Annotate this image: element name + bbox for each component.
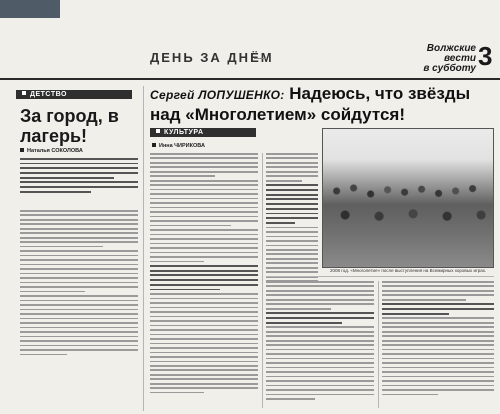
choir-photo-crowd bbox=[323, 173, 493, 233]
photo-caption: 2008 год. «Многолетие» после выступления на Всемирных хоровых играх. bbox=[330, 268, 487, 273]
masthead-subtitle: в субботу bbox=[423, 63, 476, 74]
square-bullet-icon bbox=[152, 143, 156, 147]
main-article-column-4 bbox=[382, 281, 494, 398]
main-article-rubric-label: КУЛЬТУРА bbox=[164, 129, 204, 136]
masthead-title: Волжские вести bbox=[426, 43, 476, 64]
main-article-headline: Надеюсь, что звёзды над «Многолетием» сойдутся! bbox=[150, 84, 471, 124]
left-article-headline: За город, в лагерь! bbox=[20, 106, 119, 146]
column-divider bbox=[262, 153, 263, 408]
main-article-column-3 bbox=[266, 281, 374, 403]
section-title-rule bbox=[254, 58, 266, 59]
masthead bbox=[396, 44, 476, 74]
left-article-byline bbox=[20, 148, 83, 154]
section-title: ДЕНЬ ЗА ДНЁМ bbox=[150, 50, 274, 65]
main-article-headline-block bbox=[150, 84, 490, 125]
main-article-byline bbox=[152, 143, 205, 149]
column-divider bbox=[143, 86, 144, 411]
left-article-body bbox=[20, 210, 138, 358]
header-rule bbox=[0, 78, 500, 80]
main-article-column-2 bbox=[266, 153, 318, 289]
page-number: 3 bbox=[478, 41, 493, 71]
left-article-author: Наталья СОКОЛОВА bbox=[27, 148, 83, 154]
left-article-lead bbox=[20, 158, 138, 196]
left-article-rubric-label: ДЕТСТВО bbox=[30, 91, 67, 98]
main-article-author: Инна ЧИРИКОВА bbox=[159, 143, 205, 149]
left-article-rubric bbox=[16, 90, 132, 99]
square-bullet-icon bbox=[20, 148, 24, 152]
square-bullet-icon bbox=[22, 91, 26, 95]
square-bullet-icon bbox=[156, 129, 160, 133]
main-article-kicker: Сергей ЛОПУШЕНКО: bbox=[150, 88, 285, 102]
caption-rule bbox=[266, 276, 494, 277]
choir-photo bbox=[322, 128, 494, 268]
main-article-column-1 bbox=[150, 153, 258, 396]
page-corner-tab bbox=[0, 0, 60, 18]
main-article-rubric bbox=[150, 128, 256, 137]
column-divider bbox=[378, 281, 379, 408]
